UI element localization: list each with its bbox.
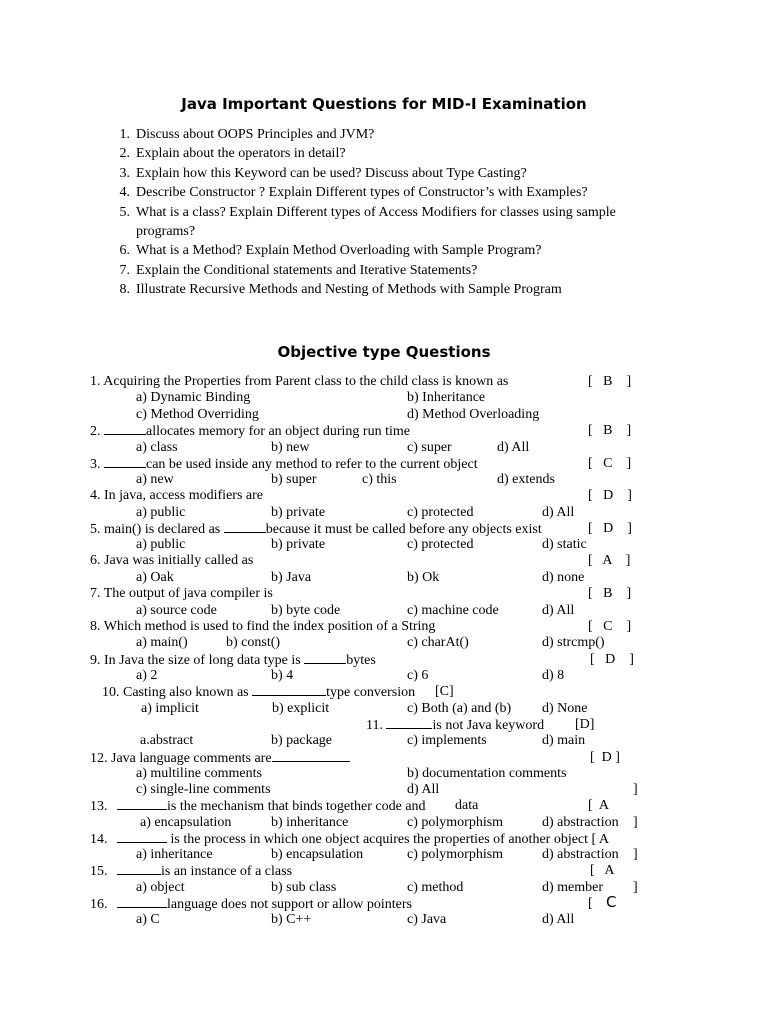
answer-blank bbox=[386, 717, 432, 729]
answer-bracket-close: ] bbox=[633, 880, 638, 895]
answer-blank bbox=[252, 684, 326, 696]
answer-blank bbox=[104, 456, 146, 468]
answer-letter: C bbox=[606, 893, 617, 911]
question-stem: 2. allocates memory for an object during run time bbox=[90, 424, 410, 439]
answer-bracket: [ D ] bbox=[590, 750, 620, 765]
question-stem: 1. Acquiring the Properties from Parent class to the child class is known as bbox=[90, 374, 509, 389]
answer-blank bbox=[117, 831, 167, 843]
answer-blank bbox=[304, 652, 346, 664]
option-b: b) C++ bbox=[271, 912, 312, 927]
option-b: b) explicit bbox=[272, 701, 330, 716]
option-b: b) inheritance bbox=[271, 815, 349, 830]
question-stem: 13. is the mechanism that binds together code and bbox=[90, 799, 426, 814]
option-b: b) super bbox=[271, 472, 317, 487]
option-d: d) 8 bbox=[542, 668, 565, 683]
answer-blank bbox=[117, 896, 167, 908]
option-d: d) Method Overloading bbox=[407, 407, 540, 422]
option-b: b) 4 bbox=[271, 668, 294, 683]
option-a: a) public bbox=[136, 537, 186, 552]
question-stem: 4. In java, access modifiers are bbox=[90, 488, 263, 503]
option-d: d) All bbox=[497, 440, 530, 455]
answer-bracket: [ A bbox=[588, 798, 609, 813]
option-d: d) none bbox=[542, 570, 585, 585]
option-b: b) package bbox=[271, 733, 333, 748]
question-stem: 3. can be used inside any method to refer to the current object bbox=[90, 457, 478, 472]
objective-heading: Objective type Questions bbox=[277, 343, 491, 361]
option-d: d) abstraction bbox=[542, 847, 619, 862]
option-c: c) polymorphism bbox=[407, 847, 504, 862]
option-b: b) documentation comments bbox=[407, 766, 567, 781]
option-d: d) main bbox=[542, 733, 586, 748]
option-c: c) charAt() bbox=[407, 635, 469, 650]
answer-bracket: [ D ] bbox=[588, 488, 632, 503]
option-b: b) new bbox=[271, 440, 310, 455]
option-c: c) polymorphism bbox=[407, 815, 504, 830]
option-a: a) class bbox=[136, 440, 178, 455]
option-a: a) multiline comments bbox=[136, 766, 262, 781]
option-a: a) source code bbox=[136, 603, 217, 618]
answer-blank bbox=[117, 798, 167, 810]
option-b: b) private bbox=[271, 537, 326, 552]
question-stem: 15. is an instance of a class bbox=[90, 864, 293, 879]
answer-bracket: [ A bbox=[590, 863, 615, 878]
option-c: c) Both (a) and (b) bbox=[407, 701, 512, 716]
answer-blank bbox=[104, 423, 146, 435]
option-a: a) Dynamic Binding bbox=[136, 390, 251, 405]
answer-bracket: [ bbox=[588, 896, 593, 911]
option-a: a) C bbox=[136, 912, 160, 927]
answer-bracket: [ D ] bbox=[588, 521, 632, 536]
option-c: c) protected bbox=[407, 505, 474, 520]
question-stem: 5. main() is declared as because it must be called before any objects exist bbox=[90, 522, 542, 537]
option-d: d) static bbox=[542, 537, 587, 552]
option-a: a) 2 bbox=[136, 668, 158, 683]
answer-bracket: [ D ] bbox=[590, 652, 634, 667]
option-c: c) method bbox=[407, 880, 464, 895]
option-a: a) public bbox=[136, 505, 186, 520]
question-stem: 8. Which method is used to find the index position of a String bbox=[90, 619, 436, 634]
option-c: c) implements bbox=[407, 733, 487, 748]
option-b: b) sub class bbox=[271, 880, 337, 895]
answer-bracket-close: ] bbox=[633, 782, 638, 797]
question-stem: 9. In Java the size of long data type is bytes bbox=[90, 653, 376, 668]
answer-bracket: [C] bbox=[435, 684, 454, 699]
option-a: a) encapsulation bbox=[140, 815, 232, 830]
option-b: b) const() bbox=[226, 635, 281, 650]
option-c: c) Method Overriding bbox=[136, 407, 259, 422]
option-b: b) private bbox=[271, 505, 326, 520]
answer-bracket-close: ] bbox=[633, 815, 638, 830]
page-title: Java Important Questions for MID-I Examination bbox=[181, 95, 587, 113]
option-b: b) byte code bbox=[271, 603, 341, 618]
option-b: b) encapsulation bbox=[271, 847, 364, 862]
answer-blank bbox=[224, 521, 266, 533]
option-d: d) All bbox=[407, 782, 440, 797]
option-d: d) None bbox=[542, 701, 588, 716]
option-d: d) extends bbox=[497, 472, 555, 487]
question-stem: 12. Java language comments are bbox=[90, 750, 350, 767]
option-a: a) new bbox=[136, 472, 174, 487]
option-d: d) strcmp() bbox=[542, 635, 605, 650]
question-stem-end: data bbox=[455, 798, 479, 813]
document-page: Java Important Questions for MID-I Examination 1. Discuss about OOPS Principles and JVM? 2. Explain about the operators in detail? 3. Explain how this Keyword can be used? Discuss about Type Casting? 4. Describe Constructor ? Explain Different types of Constructor’s with Examples? 5. What is a class? Explain Different types of Access Modifiers for classes using sample programs? 6. What is a Method? Explain Method Overloading with Sample Program? 7. Explain the Conditional statements and Iterative Statements? 8. Illustrate Recursive Methods and Nesting of Methods with Sample Program Objective type Questions 1. Acquiring the Properties from Parent class to the child class is known as [ B ] a) Dynamic Binding b) Inheritance c) Method Overriding d) Method Overloading 2. allocates memory for an object during run time [ B ] a) class b) new c) super d) All 3. can be used inside any method to refer to the current object [ C ] a) new b) super c) this d) extends 4. In java, access modifiers are [ D ] a) public b) private c) protected d) All 5. main() is declared as because it must be called before any objects exist [ D ] a) public b) private c) protected d) static 6. Java was initially called as [ A ] a) Oak b) Java b) Ok d) none 7. The output of java compiler is [ B ] a) source code b) byte code c) machine code d) All 8. Which method is used to find the index position of a String [ C ] a) main() b) const() c) charAt() d) strcmp() 9. In Java the size of long data type is bytes [ D ] a) 2 b) 4 c) 6 d) 8 10. Casting also known as type conversion [C] a) implicit b) explicit c) Both (a) and (b) d) None 11. is not Java keyword [D] a.abstract b) package c) implements d) main 12. Java language comments are [ D ] a) multiline comments b) documentation comments c) single-line comments d) All ] 13. is the mechanism that binds together code and data [ A a) encapsulation b) inheritance c) polymorphism d) abstraction ] 14. is the process in which one object acquires the properties of another object [ A a) inheritance b) encapsulation c) polymorphism d) abstraction ] 15. is an instance of a class [ A a) object b) sub class c) method d) member ] 16. language does not support or allow pointers [ C a) C b) C++ c) Java d) All bbox=[0, 0, 768, 1024]
answer-blank bbox=[272, 750, 350, 762]
answer-bracket: [ B ] bbox=[588, 374, 632, 389]
option-a: a) object bbox=[136, 880, 185, 895]
option-a: a) inheritance bbox=[136, 847, 213, 862]
option-d: d) abstraction bbox=[542, 815, 619, 830]
option-d: d) member bbox=[542, 880, 604, 895]
option-c: c) machine code bbox=[407, 603, 499, 618]
question-stem: 10. Casting also known as type conversion bbox=[102, 685, 416, 700]
option-d: d) All bbox=[542, 912, 575, 927]
answer-bracket: [ A ] bbox=[588, 553, 631, 568]
option-c: c) protected bbox=[407, 537, 474, 552]
option-a: a) implicit bbox=[141, 701, 199, 716]
answer-bracket: [ C ] bbox=[588, 619, 632, 634]
option-b: b) Java bbox=[271, 570, 312, 585]
answer-blank bbox=[117, 863, 161, 875]
option-a: a) Oak bbox=[136, 570, 174, 585]
option-c: c) 6 bbox=[407, 668, 429, 683]
question-stem: 6. Java was initially called as bbox=[90, 553, 254, 568]
option-b: b) Inheritance bbox=[407, 390, 486, 405]
option-c: c) super bbox=[407, 440, 452, 455]
question-stem: 14. is the process in which one object acquires the properties of another object [ A bbox=[90, 832, 610, 847]
option-c: c) Java bbox=[407, 912, 447, 927]
answer-bracket: [ C ] bbox=[588, 456, 632, 471]
option-d: d) All bbox=[542, 505, 575, 520]
question-stem: 11. is not Java keyword bbox=[366, 718, 545, 733]
option-c: c) this bbox=[362, 472, 397, 487]
answer-bracket: [D] bbox=[575, 717, 595, 732]
option-d: d) All bbox=[542, 603, 575, 618]
option-a: a) main() bbox=[136, 635, 188, 650]
answer-bracket: [ B ] bbox=[588, 423, 632, 438]
option-c: c) single-line comments bbox=[136, 782, 271, 797]
question-stem: 16. language does not support or allow pointers bbox=[90, 897, 412, 912]
question-stem: 7. The output of java compiler is bbox=[90, 586, 273, 601]
option-a: a.abstract bbox=[140, 733, 194, 748]
answer-bracket: [ B ] bbox=[588, 586, 632, 601]
answer-bracket-close: ] bbox=[633, 847, 638, 862]
option-c: b) Ok bbox=[407, 570, 440, 585]
